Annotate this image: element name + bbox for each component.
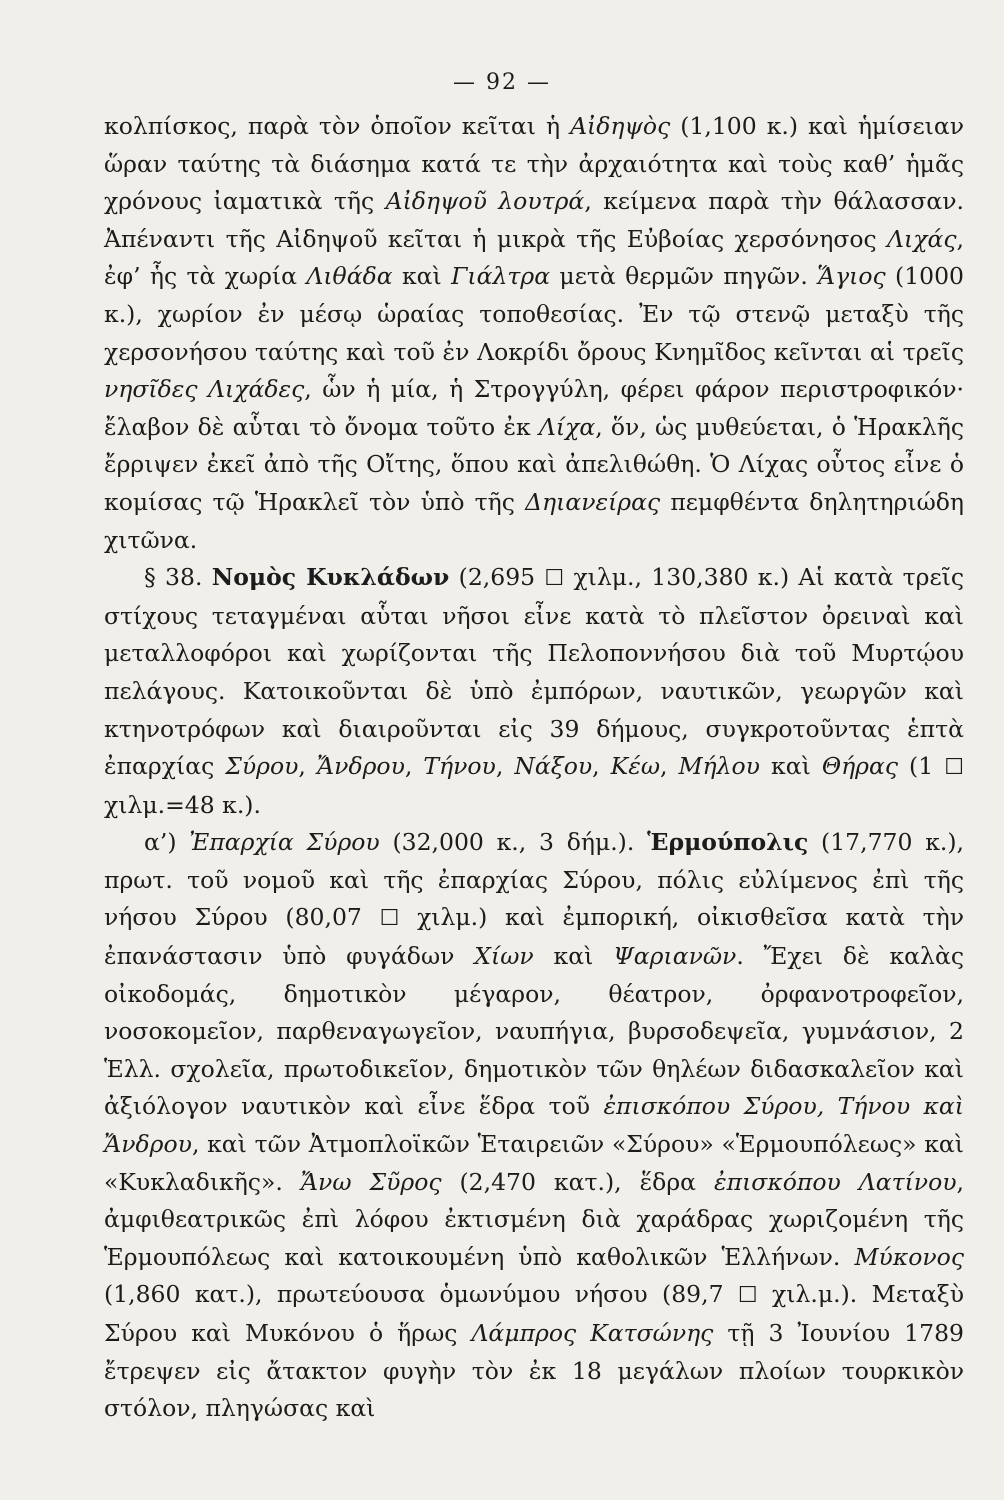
text-run: (2,470 κατ.), ἕδρα [441,1167,715,1196]
text-run: Αἰδηψὸς [570,112,671,140]
text-run: καὶ [392,262,452,291]
text-run: χιλμ.) καὶ ἐμπορική, οἰκισθεῖσα κατὰ τὴν ἐπανάστασιν ὑπὸ φυγάδων [104,903,964,971]
text-run: (32,000 κ., 3 δήμ.). [379,828,648,857]
text-run: χιλ.μ.). Μεταξὺ Σύρου καὶ Μυκόνου ὁ ἥρως [104,1280,964,1347]
text-run: τῇ 3 Ἰουνίου 1789 ἔτρεψεν εἰς ἄτακτον φυγὴν τὸν ἐκ 18 μεγάλων πλοίων τουρκικὸν στόλον, πληγώσας καὶ [104,1319,964,1423]
text-run: , καὶ τῶν Ἀτμοπλοϊκῶν Ἑταιρειῶν «Σύρου» «Ἑρμουπόλεως» καὶ «Κυκλαδικῆς». [104,1130,964,1196]
text-run: α’) [144,828,190,857]
text-run: Μήλου [678,752,760,781]
text-run: Θήρας [821,752,899,781]
text-run: , ὅν, ὡς μυθεύεται, ὁ Ἡρακλῆς ἔρριψεν ἐκεῖ ἀπὸ τῆς Οἴτης, ὅπου καὶ ἀπελιθώθη. Ὁ Λίχας οὗτος εἶνε ὁ κομίσας τῷ Ἡρακλεῖ τὸν ὑπὸ τῆς [104,412,964,516]
text-run: Κέω [610,752,660,781]
text-run: νησῖδες Λιχάδες [104,375,305,404]
text-run: (2,695 [449,563,545,592]
square-symbol: ☐ [944,755,964,781]
text-run: Ἄνω Σῦρος [300,1167,442,1196]
text-run: , κείμενα παρὰ τὴν θάλασσαν. Ἀπέναντι τῆς Αἰδηψοῦ κεῖται ἡ μικρὰ τῆς Εὐβοίας χερσόνησος [104,187,964,253]
text-run: πεμφθέντα δηλητηριώδη χιτῶνα. [104,487,965,554]
square-symbol: ☐ [379,906,400,932]
text-run: Λιθάδα [306,262,393,291]
text-run: , ἐφ’ ἧς τὰ χωρία [104,224,964,291]
text-run: Σύρου [225,752,299,781]
text-run: Ἅγιος [817,262,886,291]
text-run: Τήνου [423,752,496,781]
text-run: , ὧν ἡ μία, ἡ Στρογγύλη, φέρει φάρον περιστροφικόν· ἔλαβον δὲ αὗται τὸ ὄνομα τοῦτο ἐκ [104,375,964,441]
text-run: , [495,752,515,781]
text-run: , [660,752,679,781]
text-run: Ἑρμούπολις [647,828,809,857]
text-run: Λίχα [538,412,596,441]
text-run: Ἐπαρχία Σύρου [189,828,380,857]
text-run: Δηιανείρας [525,487,661,516]
text-run: Ψαριανῶν [613,942,737,971]
text-run: (1,100 κ.) καὶ ἡμίσειαν ὥραν ταύτης τὰ διάσημα κατά τε τὴν ἀρχαιότητα καὶ τοὺς καθ’ ἡμᾶς χρόνους ἰαματικὰ τῆς [104,112,965,216]
text-run: Γιάλτρα [451,262,551,291]
text-run: Ἄνδρου [316,752,405,781]
text-run: ἐπισκόπου Σύρου, Τήνου καὶ Ἄνδρου [104,1092,965,1159]
paragraph-aidipsos [104,108,964,559]
text-run: (1 [898,752,945,781]
text-run: μετὰ θερμῶν πηγῶν. [550,262,818,291]
text-run: Χίων [474,942,534,971]
text-run: , [404,752,424,781]
square-symbol: ☐ [737,1283,758,1309]
text-run: (1,860 κατ.), πρωτεύουσα ὁμωνύμου νήσου (89,7 [104,1280,738,1309]
text-run: χιλμ.=48 κ.). [104,790,261,819]
text-run: κολπίσκος, παρὰ τὸν ὁποῖον κεῖται ἡ [104,112,571,140]
body-text [104,108,964,1428]
text-run: Αἰδηψοῦ λουτρά [385,187,585,216]
text-run: ἐπισκόπου Λατίνου [714,1167,957,1196]
text-run: Λιχάς [887,224,957,253]
text-run: (17,770 κ.), πρωτ. τοῦ νομοῦ καὶ τῆς ἐπαρχίας Σύρου, πόλις εὐλίμενος ἐπὶ τῆς νήσου Σύρου (80,07 [104,828,965,932]
text-run: χιλμ., 130,380 κ.) Αἱ κατὰ τρεῖς στίχους τεταγμέναι αὗται νῆσοι εἶνε κατὰ τὸ πλεῖστον ὀρειναὶ καὶ μεταλλοφόροι καὶ χωρίζονται τῆς Πελοποννήσου διὰ τοῦ Μυρτῴου πελάγους. Κατοικοῦνται δὲ ὑπὸ ἐμπόρων, ναυτικῶν, γεωργῶν καὶ κτηνοτρόφων καὶ διαιροῦνται εἰς 39 δήμους, συγκροτοῦντας ἑπτὰ ἐπαρχίας [104,563,964,781]
text-run: καὶ [759,752,822,781]
text-run: Λάμπρος Κατσώνης [471,1319,714,1347]
text-run: Νομὸς Κυκλάδων [211,563,450,592]
text-run: Μύκονος [854,1242,964,1271]
text-run: , ἀμφιθεατρικῶς ἐπὶ λόφου ἐκτισμένη διὰ χαράδρας χωριζομένη τῆς Ἑρμουπόλεως καὶ κατοικουμένη ὑπὸ καθολικῶν Ἑλλήνων. [104,1167,965,1271]
text-run: καὶ [533,942,614,971]
paragraph-syros [104,824,964,1428]
text-run: Νάξου [514,752,593,781]
text-run: , [592,752,611,781]
text-run: § 38. [144,563,212,592]
paragraph-cyclades [104,559,964,824]
text-run: , [298,752,317,781]
text-run: (1000 κ.), χωρίον ἐν μέσῳ ὡραίας τοποθεσίας. Ἐν τῷ στενῷ μεταξὺ τῆς χερσονήσου ταύτης καὶ τοῦ ἐν Λοκρίδι ὄρους Κνημῖδος κεῖνται αἱ τρεῖς [104,262,965,366]
page-number: — 92 — [453,70,551,95]
square-symbol: ☐ [544,566,565,592]
text-run: . Ἔχει δὲ καλὰς οἰκοδομάς, δημοτικὸν μέγαρον, θέατρον, ὀρφανοτροφεῖον, νοσοκομεῖον, παρθεναγωγεῖον, ναυπήγια, βυρσοδεψεῖα, γυμνάσιον, 2 Ἑλλ. σχολεῖα, πρωτοδικεῖον, δημοτικὸν τῶν θηλέων διδασκαλεῖον καὶ ἀξιόλογον ναυτικὸν καὶ εἶνε ἕδρα τοῦ [104,942,964,1121]
